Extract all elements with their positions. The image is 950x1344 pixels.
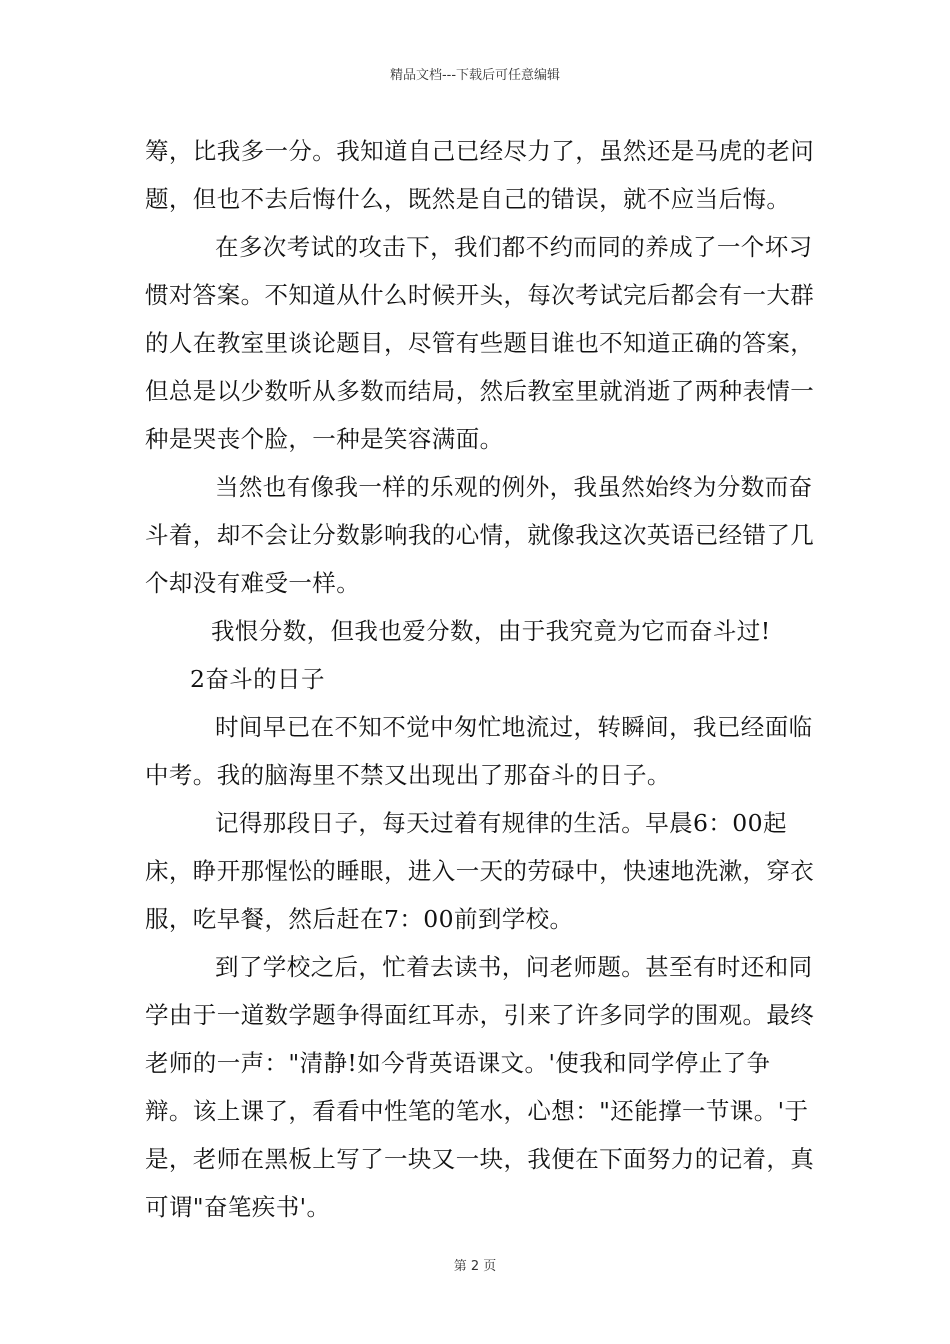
paragraph-7: 到了学校之后，忙着去读书，问老师题。甚至有时还和同学由于一道数学题争得面红耳赤，引来了许多同学的围观。最终老师的一声："清静!如今背英语课文。'使我和同学停止了争辩。该上课了，看看中性笔的笔水，心想："还能撑一节课。'于是，老师在黑板上写了一块又一块，我便在下面努力的记着，真可谓"奋笔疾书'。 (145, 953, 815, 1221)
paragraph-6: 记得那段日子，每天过着有规律的生活。早晨6：00起床，睁开那惺忪的睡眼，进入一天的劳碌中，快速地洗漱，穿衣服，吃早餐，然后赶在7：00前到学校。 (145, 809, 815, 933)
paragraph-3: 当然也有像我一样的乐观的例外，我虽然始终为分数而奋斗着，却不会让分数影响我的心情，就像我这次英语已经错了几个却没有难受一样。 (145, 473, 815, 597)
page-number: 第 2 页 (453, 1259, 497, 1274)
document-body (145, 127, 817, 1231)
section-heading: 2奋斗的日子 (190, 665, 325, 693)
paragraph-4: 我恨分数，但我也爱分数，由于我究竟为它而奋斗过! (211, 617, 771, 645)
page-header: 精品文档---下载后可任意编辑 (389, 68, 561, 83)
paragraph-5: 时间早已在不知不觉中匆忙地流过，转瞬间，我已经面临中考。我的脑海里不禁又出现出了那奋斗的日子。 (145, 713, 813, 789)
paragraph-2: 在多次考试的攻击下，我们都不约而同的养成了一个坏习惯对答案。不知道从什么时候开头，每次考试完后都会有一大群的人在教室里谈论题目，尽管有些题目谁也不知道正确的答案，但总是以少数听从多数而结局，然后教室里就消逝了两种表情一种是哭丧个脸，一种是笑容满面。 (145, 233, 815, 453)
paragraph-1: 筹，比我多一分。我知道自己已经尽力了，虽然还是马虎的老问题，但也不去后悔什么，既然是自己的错误，就不应当后悔。 (145, 137, 815, 213)
